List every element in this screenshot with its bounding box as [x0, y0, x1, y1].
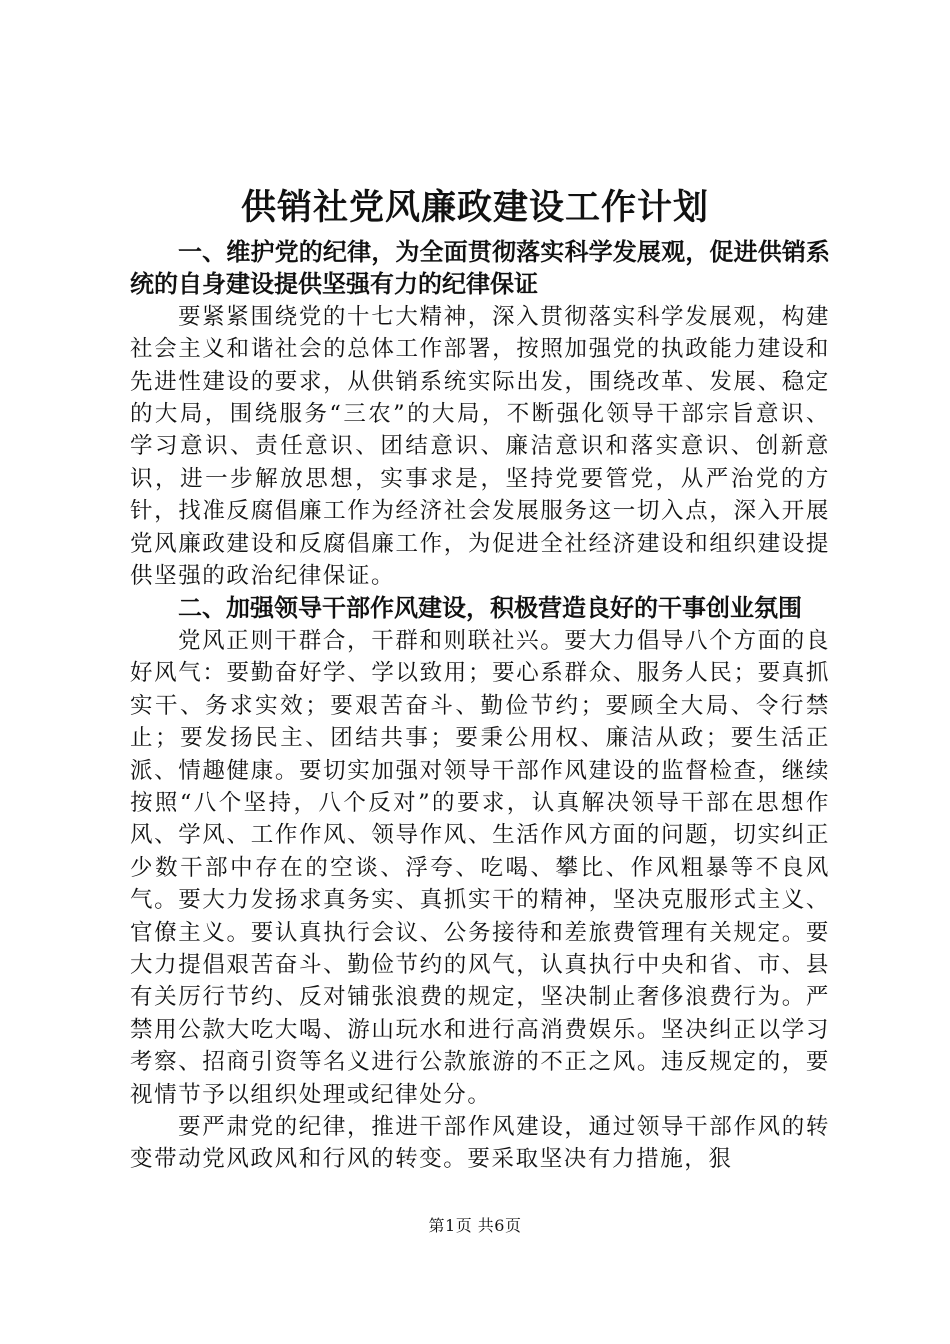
document-body — [130, 236, 830, 1176]
section-2-paragraph-2: 要严肃党的纪律，推进干部作风建设，通过领导干部作风的转变带动党风政风和行风的转变。要采取坚决有力措施，狠 — [130, 1113, 830, 1173]
section-2-paragraph-1: 党风正则干群合，干群和则联社兴。要大力倡导八个方面的良好风气：要勤奋好学、学以致用；要心系群众、服务人民；要真抓实干、务求实效；要艰苦奋斗、勤俭节约；要顾全大局、令行禁止；要发扬民主、团结共事；要秉公用权、廉洁从政；要生活正派、情趣健康。要切实加强对领导干部作风建设的监督检查，继续按照“八个坚持，八个反对”的要求，认真解决领导干部在思想作风、学风、工作作风、领导作风、生活作风方面的问题，切实纠正少数干部中存在的空谈、浮夸、吃喝、攀比、作风粗暴等不良风气。要大力发扬求真务实、真抓实干的精神，坚决克服形式主义、官僚主义。要认真执行会议、公务接待和差旅费管理有关规定。要大力提倡艰苦奋斗、勤俭节约的风气，认真执行中央和省、市、县有关厉行节约、反对铺张浪费的规定，坚决制止奢侈浪费行为。严禁用公款大吃大喝、游山玩水和进行高消费娱乐。坚决纠正以学习考察、招商引资等名义进行公款旅游的不正之风。违反规定的，要视情节予以组织处理或纪律处分。 — [130, 627, 830, 1108]
section-1-paragraph: 要紧紧围绕党的十七大精神，深入贯彻落实科学发展观，构建社会主义和谐社会的总体工作部署，按照加强党的执政能力建设和先进性建设的要求，从供销系统实际出发，围绕改革、发展、稳定的大局，围绕服务“三农”的大局，不断强化领导干部宗旨意识、学习意识、责任意识、团结意识、廉洁意识和落实意识、创新意识，进一步解放思想，实事求是，坚持党要管党，从严治党的方针，找准反腐倡廉工作为经济社会发展服务这一切入点，深入开展党风廉政建设和反腐倡廉工作，为促进全社经济建设和组织建设提供坚强的政治纪律保证。 — [130, 303, 830, 590]
page-footer: 第1页 共6页 — [428, 1216, 522, 1235]
document-title: 供销社党风廉政建设工作计划 — [240, 188, 709, 228]
section-2-heading: 二、加强领导干部作风建设，积极营造良好的干事创业氛围 — [178, 594, 802, 623]
section-1-heading: 一、维护党的纪律，为全面贯彻落实科学发展观，促进供销系统的自身建设提供坚强有力的纪律保证 — [130, 238, 830, 299]
